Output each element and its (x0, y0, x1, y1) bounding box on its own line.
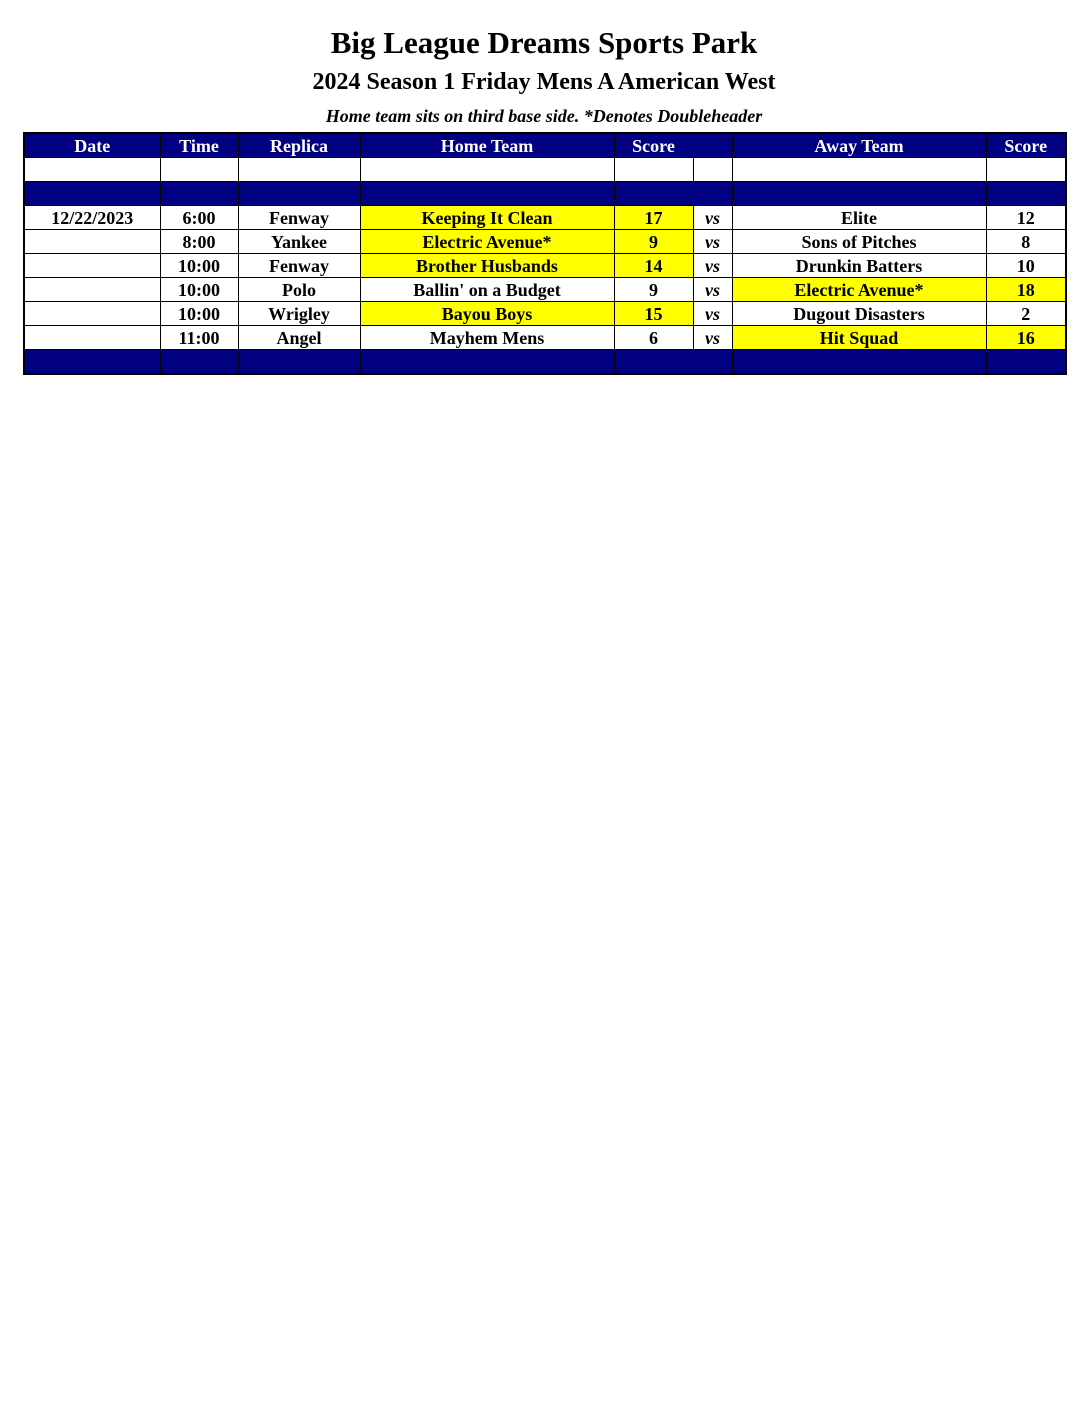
home-score: 9 (614, 278, 693, 302)
away-score: 10 (986, 254, 1066, 278)
game-time: 10:00 (160, 254, 238, 278)
versus-label: vs (693, 302, 732, 326)
versus-label: vs (693, 254, 732, 278)
away-score: 12 (986, 206, 1066, 230)
game-time: 11:00 (160, 326, 238, 350)
column-header-home-score: Score (614, 133, 693, 158)
column-header-replica: Replica (238, 133, 360, 158)
home-team: Bayou Boys (360, 302, 614, 326)
game-date (24, 326, 160, 350)
home-team: Electric Avenue* (360, 230, 614, 254)
divider-row (24, 182, 1066, 206)
home-score: 9 (614, 230, 693, 254)
column-header-date: Date (24, 133, 160, 158)
away-score: 2 (986, 302, 1066, 326)
table-row (24, 302, 1066, 326)
game-date (24, 278, 160, 302)
schedule-table (23, 132, 1067, 375)
page-subtitle: 2024 Season 1 Friday Mens A American West (312, 69, 776, 95)
versus-label: vs (693, 278, 732, 302)
game-time: 10:00 (160, 302, 238, 326)
versus-label: vs (693, 230, 732, 254)
game-field: Fenway (238, 206, 360, 230)
game-time: 10:00 (160, 278, 238, 302)
table-row (24, 206, 1066, 230)
home-team: Mayhem Mens (360, 326, 614, 350)
column-header-away-team: Away Team (732, 133, 986, 158)
game-date (24, 230, 160, 254)
home-score: 14 (614, 254, 693, 278)
away-team: Elite (732, 206, 986, 230)
spacer-row (24, 158, 1066, 182)
table-row (24, 254, 1066, 278)
away-team: Electric Avenue* (732, 278, 986, 302)
column-header-time: Time (160, 133, 238, 158)
game-date: 12/22/2023 (24, 206, 160, 230)
away-team: Sons of Pitches (732, 230, 986, 254)
table-row (24, 230, 1066, 254)
home-score: 6 (614, 326, 693, 350)
schedule-note: Home team sits on third base side. *Denotes Doubleheader (325, 106, 763, 126)
away-team: Hit Squad (732, 326, 986, 350)
away-team: Dugout Disasters (732, 302, 986, 326)
home-score: 15 (614, 302, 693, 326)
game-time: 6:00 (160, 206, 238, 230)
away-score: 16 (986, 326, 1066, 350)
home-team: Brother Husbands (360, 254, 614, 278)
page-title: Big League Dreams Sports Park (330, 25, 758, 60)
away-score: 18 (986, 278, 1066, 302)
game-field: Angel (238, 326, 360, 350)
footer-divider-row (24, 350, 1066, 375)
versus-label: vs (693, 206, 732, 230)
game-field: Polo (238, 278, 360, 302)
game-field: Yankee (238, 230, 360, 254)
column-header-home-team: Home Team (360, 133, 614, 158)
away-score: 8 (986, 230, 1066, 254)
column-header-vs (693, 133, 732, 158)
column-header-away-score: Score (986, 133, 1066, 158)
home-score: 17 (614, 206, 693, 230)
away-team: Drunkin Batters (732, 254, 986, 278)
table-row (24, 326, 1066, 350)
game-time: 8:00 (160, 230, 238, 254)
home-team: Keeping It Clean (360, 206, 614, 230)
versus-label: vs (693, 326, 732, 350)
table-row (24, 278, 1066, 302)
game-field: Fenway (238, 254, 360, 278)
game-date (24, 302, 160, 326)
game-field: Wrigley (238, 302, 360, 326)
home-team: Ballin' on a Budget (360, 278, 614, 302)
game-date (24, 254, 160, 278)
table-header-row (24, 133, 1066, 158)
